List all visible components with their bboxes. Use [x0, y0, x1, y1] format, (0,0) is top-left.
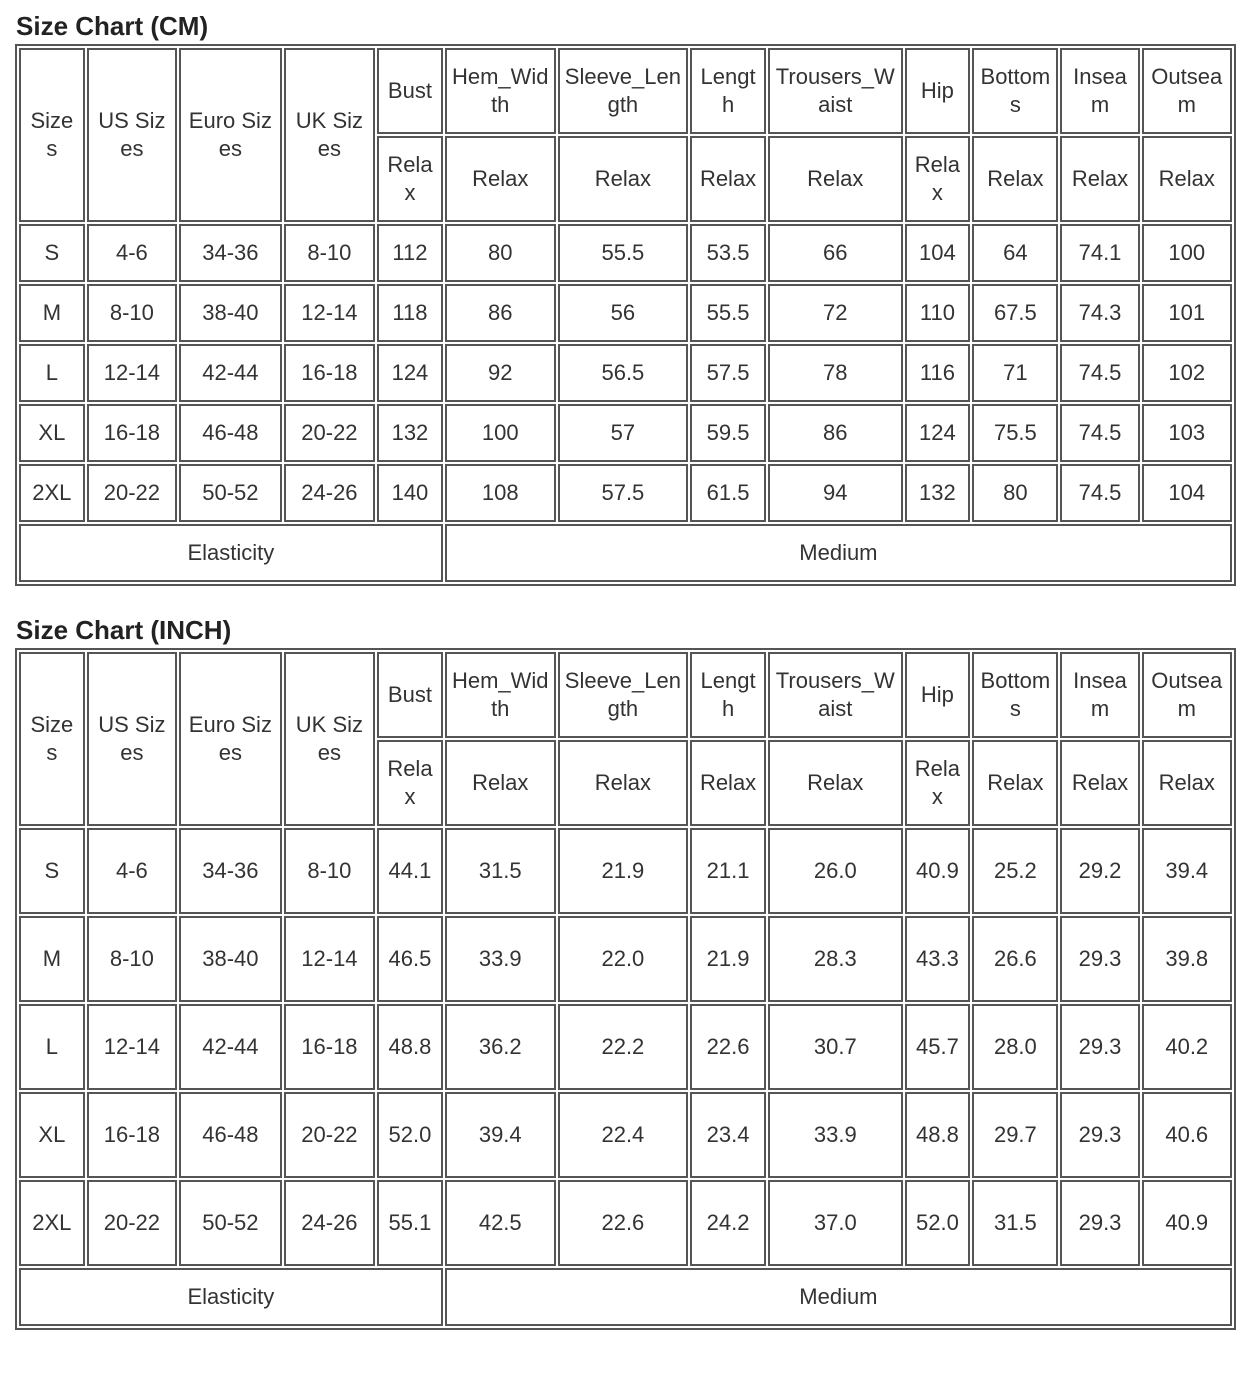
subheader-cell: Relax: [905, 136, 971, 222]
table-cell: 26.0: [768, 828, 903, 914]
subheader-cell: Relax: [768, 136, 903, 222]
table-cell: 86: [445, 284, 556, 342]
header-outseam: Outseam: [1142, 48, 1232, 134]
table-cell: 2XL: [19, 1180, 85, 1266]
table-cell: XL: [19, 404, 85, 462]
table-cell: 118: [377, 284, 443, 342]
table-cell: 29.7: [972, 1092, 1058, 1178]
table-cell: 36.2: [445, 1004, 556, 1090]
table-cell: 21.1: [690, 828, 766, 914]
header-euro-sizes: Euro Sizes: [179, 652, 282, 826]
table-cell: L: [19, 344, 85, 402]
table-cell: 33.9: [445, 916, 556, 1002]
table-cell: 8-10: [87, 284, 177, 342]
table-cell: 92: [445, 344, 556, 402]
subheader-cell: Relax: [690, 136, 766, 222]
table-cell: 74.5: [1060, 404, 1139, 462]
size-table: [15, 44, 1236, 586]
table-cell: 24-26: [284, 1180, 375, 1266]
table-cell: 20-22: [284, 1092, 375, 1178]
table-cell: 28.3: [768, 916, 903, 1002]
table-cell: S: [19, 224, 85, 282]
table-cell: 34-36: [179, 224, 282, 282]
table-cell: 57.5: [690, 344, 766, 402]
table-cell: 29.3: [1060, 916, 1139, 1002]
table-cell: XL: [19, 1092, 85, 1178]
table-row: [19, 404, 1232, 462]
table-cell: 40.6: [1142, 1092, 1232, 1178]
footer-row: [19, 1268, 1232, 1326]
table-cell: 12-14: [284, 916, 375, 1002]
table-cell: 104: [1142, 464, 1232, 522]
subheader-cell: Relax: [905, 740, 971, 826]
size-table: [15, 648, 1236, 1330]
table-cell: 94: [768, 464, 903, 522]
table-cell: 38-40: [179, 916, 282, 1002]
table-cell: 29.3: [1060, 1004, 1139, 1090]
table-cell: 52.0: [905, 1180, 971, 1266]
subheader-cell: Relax: [972, 740, 1058, 826]
table-cell: 39.4: [445, 1092, 556, 1178]
table-cell: 16-18: [284, 344, 375, 402]
table-cell: 34-36: [179, 828, 282, 914]
header-us-sizes: US Sizes: [87, 652, 177, 826]
table-cell: 108: [445, 464, 556, 522]
table-cell: 55.5: [558, 224, 688, 282]
table-row: [19, 224, 1232, 282]
table-cell: 57.5: [558, 464, 688, 522]
table-row: [19, 464, 1232, 522]
subheader-cell: Relax: [377, 740, 443, 826]
header-length: Length: [690, 652, 766, 738]
table-row: [19, 916, 1232, 1002]
table-cell: 74.3: [1060, 284, 1139, 342]
table-row: [19, 828, 1232, 914]
table-cell: 50-52: [179, 1180, 282, 1266]
table-cell: 50-52: [179, 464, 282, 522]
table-cell: 67.5: [972, 284, 1058, 342]
table-cell: 30.7: [768, 1004, 903, 1090]
header-bust: Bust: [377, 652, 443, 738]
table-cell: 4-6: [87, 224, 177, 282]
header-sleeve-length: Sleeve_Length: [558, 48, 688, 134]
header-row: [19, 48, 1232, 134]
subheader-cell: Relax: [558, 136, 688, 222]
subheader-cell: Relax: [558, 740, 688, 826]
table-cell: 78: [768, 344, 903, 402]
chart-title: Size Chart (INCH): [16, 615, 232, 645]
table-cell: 46-48: [179, 1092, 282, 1178]
table-cell: 28.0: [972, 1004, 1058, 1090]
table-cell: 26.6: [972, 916, 1058, 1002]
table-cell: 55.1: [377, 1180, 443, 1266]
subheader-cell: Relax: [445, 740, 556, 826]
header-bottoms: Bottoms: [972, 48, 1058, 134]
table-cell: 132: [377, 404, 443, 462]
table-cell: M: [19, 284, 85, 342]
table-cell: 37.0: [768, 1180, 903, 1266]
table-cell: 24-26: [284, 464, 375, 522]
table-cell: 16-18: [87, 1092, 177, 1178]
table-row: [19, 1092, 1232, 1178]
elasticity-value: Medium: [445, 524, 1232, 582]
table-cell: 100: [445, 404, 556, 462]
table-cell: 80: [972, 464, 1058, 522]
table-cell: 8-10: [87, 916, 177, 1002]
table-cell: 74.5: [1060, 344, 1139, 402]
header-hem-width: Hem_Width: [445, 652, 556, 738]
header-us-sizes: US Sizes: [87, 48, 177, 222]
table-cell: 16-18: [87, 404, 177, 462]
table-cell: 46-48: [179, 404, 282, 462]
table-cell: 80: [445, 224, 556, 282]
table-cell: 20-22: [284, 404, 375, 462]
header-outseam: Outseam: [1142, 652, 1232, 738]
subheader-cell: Relax: [690, 740, 766, 826]
table-cell: 112: [377, 224, 443, 282]
table-cell: 57: [558, 404, 688, 462]
table-cell: 42-44: [179, 344, 282, 402]
table-cell: 8-10: [284, 828, 375, 914]
header-bust: Bust: [377, 48, 443, 134]
table-cell: 124: [905, 404, 971, 462]
header-row: [19, 652, 1232, 738]
header-trousers-waist: Trousers_Waist: [768, 48, 903, 134]
table-cell: 100: [1142, 224, 1232, 282]
table-cell: 46.5: [377, 916, 443, 1002]
table-cell: 29.3: [1060, 1180, 1139, 1266]
table-cell: 52.0: [377, 1092, 443, 1178]
table-cell: 12-14: [87, 344, 177, 402]
size-chart-inch: [15, 612, 1236, 1330]
subheader-cell: Relax: [972, 136, 1058, 222]
table-cell: 40.9: [905, 828, 971, 914]
header-bottoms: Bottoms: [972, 652, 1058, 738]
table-cell: 40.2: [1142, 1004, 1232, 1090]
table-cell: 16-18: [284, 1004, 375, 1090]
table-cell: 40.9: [1142, 1180, 1232, 1266]
header-hem-width: Hem_Width: [445, 48, 556, 134]
table-cell: 61.5: [690, 464, 766, 522]
footer-row: [19, 524, 1232, 582]
table-cell: 31.5: [972, 1180, 1058, 1266]
header-sizes: Sizes: [19, 652, 85, 826]
header-hip: Hip: [905, 652, 971, 738]
table-cell: 74.5: [1060, 464, 1139, 522]
header-inseam: Inseam: [1060, 48, 1139, 134]
table-cell: 110: [905, 284, 971, 342]
table-cell: 101: [1142, 284, 1232, 342]
subheader-cell: Relax: [1060, 136, 1139, 222]
table-cell: 71: [972, 344, 1058, 402]
table-cell: 39.8: [1142, 916, 1232, 1002]
header-sleeve-length: Sleeve_Length: [558, 652, 688, 738]
table-row: [19, 1180, 1232, 1266]
table-cell: 74.1: [1060, 224, 1139, 282]
table-cell: L: [19, 1004, 85, 1090]
table-cell: 64: [972, 224, 1058, 282]
table-cell: 140: [377, 464, 443, 522]
table-cell: 22.0: [558, 916, 688, 1002]
subheader-cell: Relax: [377, 136, 443, 222]
elasticity-label: Elasticity: [19, 524, 443, 582]
table-cell: 12-14: [284, 284, 375, 342]
table-cell: 20-22: [87, 1180, 177, 1266]
table-cell: 44.1: [377, 828, 443, 914]
table-cell: 21.9: [690, 916, 766, 1002]
size-chart-cm: [15, 8, 1236, 586]
header-uk-sizes: UK Sizes: [284, 48, 375, 222]
table-row: [19, 344, 1232, 402]
table-cell: 22.4: [558, 1092, 688, 1178]
subheader-cell: Relax: [1142, 136, 1232, 222]
table-cell: 21.9: [558, 828, 688, 914]
table-row: [19, 284, 1232, 342]
subheader-cell: Relax: [1142, 740, 1232, 826]
table-cell: M: [19, 916, 85, 1002]
table-cell: 29.2: [1060, 828, 1139, 914]
table-cell: 56: [558, 284, 688, 342]
table-cell: 48.8: [905, 1092, 971, 1178]
header-euro-sizes: Euro Sizes: [179, 48, 282, 222]
table-cell: 4-6: [87, 828, 177, 914]
table-cell: 132: [905, 464, 971, 522]
table-cell: 103: [1142, 404, 1232, 462]
table-cell: 72: [768, 284, 903, 342]
table-cell: 12-14: [87, 1004, 177, 1090]
table-cell: 104: [905, 224, 971, 282]
elasticity-label: Elasticity: [19, 1268, 443, 1326]
table-cell: 42-44: [179, 1004, 282, 1090]
subheader-cell: Relax: [1060, 740, 1139, 826]
header-hip: Hip: [905, 48, 971, 134]
table-cell: 25.2: [972, 828, 1058, 914]
table-cell: 8-10: [284, 224, 375, 282]
table-cell: S: [19, 828, 85, 914]
table-cell: 116: [905, 344, 971, 402]
header-trousers-waist: Trousers_Waist: [768, 652, 903, 738]
subheader-cell: Relax: [768, 740, 903, 826]
table-cell: 43.3: [905, 916, 971, 1002]
table-cell: 38-40: [179, 284, 282, 342]
header-uk-sizes: UK Sizes: [284, 652, 375, 826]
table-cell: 33.9: [768, 1092, 903, 1178]
table-cell: 59.5: [690, 404, 766, 462]
table-cell: 42.5: [445, 1180, 556, 1266]
table-cell: 66: [768, 224, 903, 282]
table-cell: 55.5: [690, 284, 766, 342]
table-cell: 2XL: [19, 464, 85, 522]
chart-title: Size Chart (CM): [16, 11, 209, 41]
table-cell: 20-22: [87, 464, 177, 522]
subheader-cell: Relax: [445, 136, 556, 222]
table-cell: 102: [1142, 344, 1232, 402]
table-cell: 23.4: [690, 1092, 766, 1178]
table-cell: 48.8: [377, 1004, 443, 1090]
table-cell: 22.6: [558, 1180, 688, 1266]
header-sizes: Sizes: [19, 48, 85, 222]
table-cell: 75.5: [972, 404, 1058, 462]
table-cell: 45.7: [905, 1004, 971, 1090]
elasticity-value: Medium: [445, 1268, 1232, 1326]
header-length: Length: [690, 48, 766, 134]
table-cell: 22.6: [690, 1004, 766, 1090]
header-inseam: Inseam: [1060, 652, 1139, 738]
table-cell: 39.4: [1142, 828, 1232, 914]
table-row: [19, 1004, 1232, 1090]
table-cell: 56.5: [558, 344, 688, 402]
table-cell: 86: [768, 404, 903, 462]
table-cell: 29.3: [1060, 1092, 1139, 1178]
table-cell: 31.5: [445, 828, 556, 914]
table-cell: 53.5: [690, 224, 766, 282]
table-cell: 24.2: [690, 1180, 766, 1266]
table-cell: 22.2: [558, 1004, 688, 1090]
table-cell: 124: [377, 344, 443, 402]
